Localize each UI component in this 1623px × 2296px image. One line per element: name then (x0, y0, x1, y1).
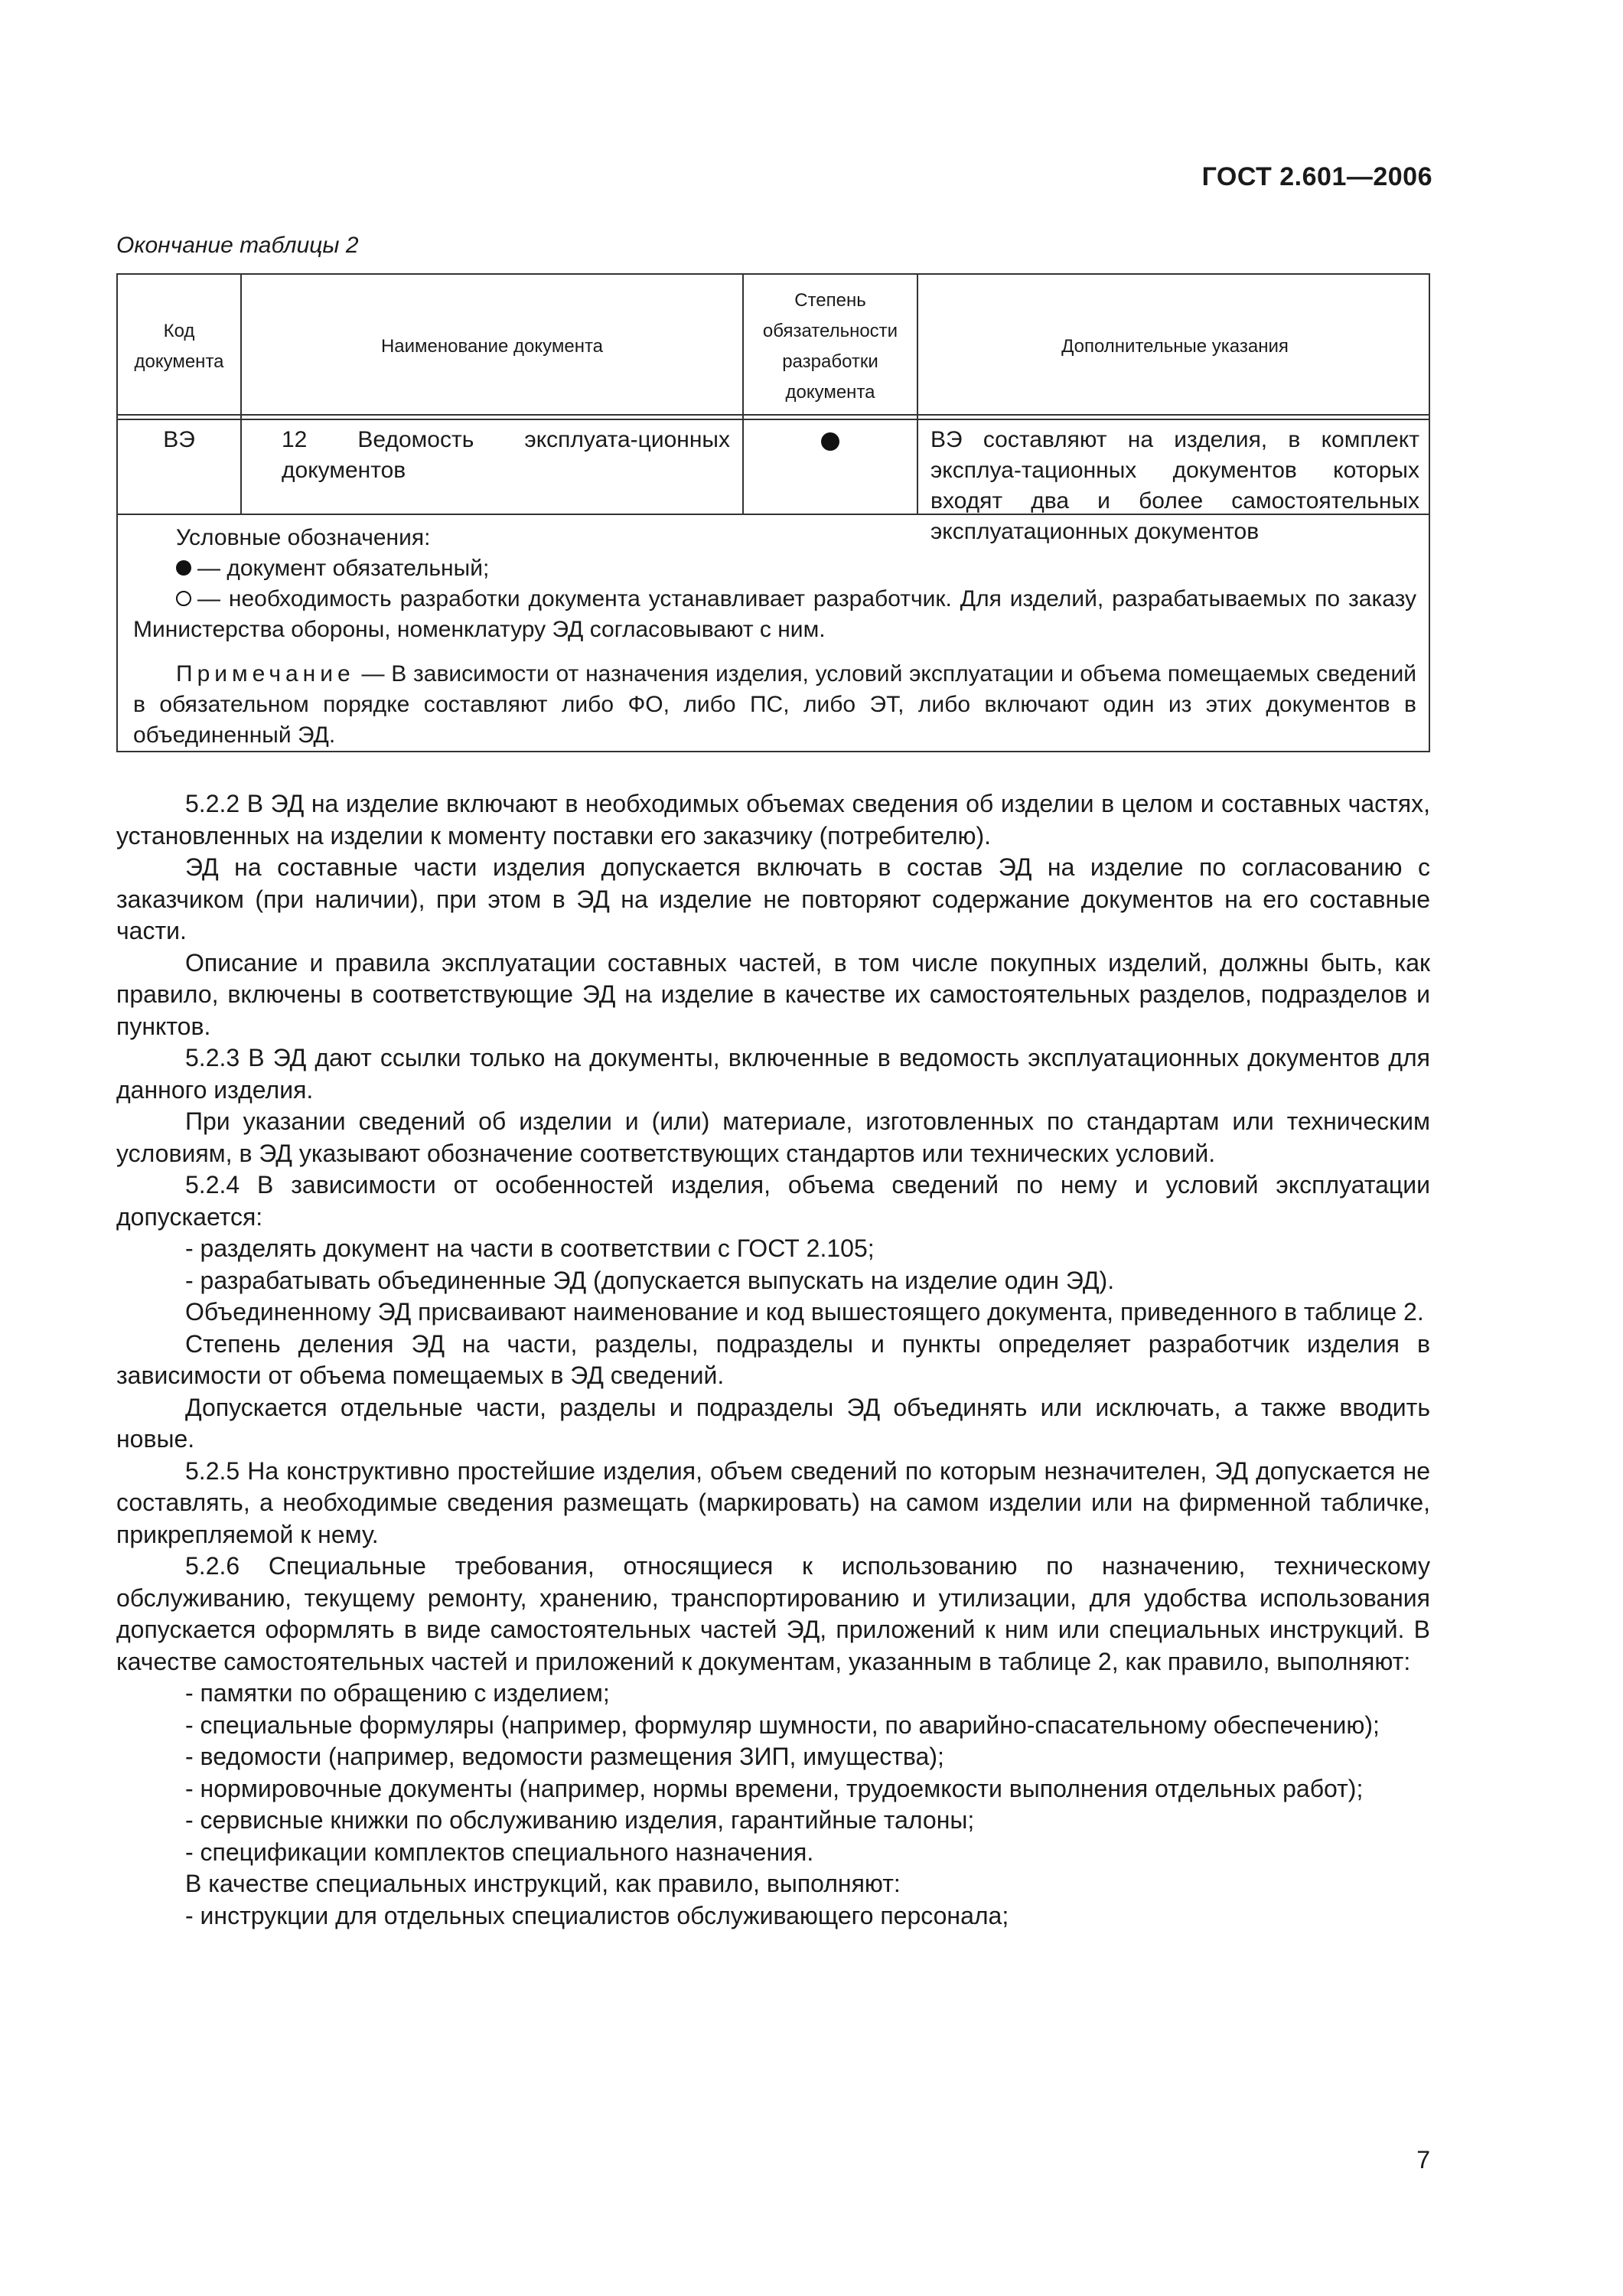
list-item: - сервисные книжки по обслуживанию изделия, гарантийные талоны; (185, 1806, 975, 1834)
table-legend (118, 515, 1429, 752)
paragraph: 5.2.4 В зависимости от особенностей изделия, объема сведений по нему и условий эксплуатации допускается: (116, 1171, 1430, 1231)
table-caption: Окончание таблицы 2 (116, 233, 359, 258)
empty-circle-icon (176, 591, 191, 606)
list-item: - специальные формуляры (например, формуляр шумности, по аварийно-спасательному обеспечению); (185, 1711, 1380, 1739)
note-label: Примечание (176, 661, 355, 687)
note-text: — В зависимости от назначения изделия, условий эксплуатации и объема помещаемых сведений в обязательном порядке составляют либо ФО, либо ПС, либо ЭТ, либо включают один из этих документов в объединенный ЭД. (133, 661, 1416, 748)
legend-filled (133, 553, 1416, 584)
legend-filled-text: — документ обязательный; (197, 556, 490, 581)
paragraph: При указании сведений об изделии и (или) материале, изготовленных по стандартам или техническим условиям, в ЭД указывают обозначение соответствующих стандартов или технических условий. (116, 1107, 1430, 1167)
legend-empty (133, 584, 1416, 645)
paragraph: ЭД на составные части изделия допускается включать в состав ЭД на изделие по согласованию с заказчиком (при наличии), при этом в ЭД на изделие не повторяют содержание документов на его составные части. (116, 853, 1430, 944)
mandatory-dot-icon (821, 432, 839, 451)
paragraph: Описание и правила эксплуатации составных частей, в том числе покупных изделий, должны быть, как правило, включены в соответствующие ЭД на изделие в качестве их самостоятельных разделов, подразделов и пунктов. (116, 948, 1430, 1040)
paragraph: 5.2.5 На конструктивно простейшие изделия, объем сведений по которым незначителен, ЭД допускается не составлять, а необходимые сведения размещать (маркировать) на самом изделии или на фирменной табличке, прикрепляемой к нему. (116, 1456, 1430, 1548)
header-code: Код документа (118, 275, 242, 419)
row-name: 12 Ведомость эксплуата-ционных документов (242, 420, 744, 514)
header-name: Наименование документа (242, 275, 744, 419)
header-degree: Степень обязательности разработки документа (744, 275, 918, 419)
legend-title: Условные обозначения: (176, 525, 431, 550)
header-notes: Дополнительные указания (1061, 336, 1289, 357)
table-header-row (118, 275, 1429, 420)
row-code: ВЭ (118, 420, 242, 514)
list-item: - нормировочные документы (например, нормы времени, трудоемкости выполнения отдельных работ); (185, 1774, 1364, 1802)
paragraph: Допускается отдельные части, разделы и подразделы ЭД объединять или исключать, а также вводить новые. (116, 1393, 1430, 1453)
paragraph: В качестве специальных инструкций, как правило, выполняют: (185, 1870, 901, 1897)
legend-empty-text: — необходимость разработки документа устанавливает разработчик. Для изделий, разрабатываемых по заказу Министерства обороны, номенклатуру ЭД согласовывают с ним. (133, 586, 1416, 642)
paragraph: 5.2.3 В ЭД дают ссылки только на документы, включенные в ведомость эксплуатационных документов для данного изделия. (116, 1044, 1430, 1104)
row-notes: ВЭ составляют на изделия, в комплект эксплуа-тационных документов которых входят два и более самостоятельных эксплуатационных документов (930, 427, 1419, 544)
filled-circle-icon (176, 560, 191, 576)
paragraph: Объединенному ЭД присваивают наименование и код вышестоящего документа, приведенного в таблице 2. (185, 1298, 1424, 1326)
list-item: - ведомости (например, ведомости размещения ЗИП, имущества); (185, 1743, 944, 1770)
page-number: 7 (1416, 2146, 1430, 2174)
list-item: - спецификации комплектов специального назначения. (185, 1838, 814, 1866)
body-text (116, 788, 1430, 1932)
list-item: - памятки по обращению с изделием; (185, 1679, 610, 1707)
standard-designation: ГОСТ 2.601—2006 (1201, 162, 1432, 191)
paragraph: 5.2.6 Специальные требования, относящиеся к использованию по назначению, техническому обслуживанию, текущему ремонту, хранению, транспортированию и утилизации, для удобства использования допускается оформлять в виде самостоятельных частей ЭД, приложений к ним или специальных инструкций. В качестве самостоятельных частей и приложений к документам, указанным в таблице 2, как правило, выполняют: (116, 1552, 1430, 1675)
list-item: - разрабатывать объединенные ЭД (допускается выпускать на изделие один ЭД). (185, 1266, 1115, 1294)
documents-table (116, 273, 1430, 752)
table-note (133, 659, 1416, 751)
list-item: - разделять документ на части в соответствии с ГОСТ 2.105; (185, 1234, 875, 1262)
list-item: - инструкции для отдельных специалистов обслуживающего персонала; (185, 1901, 1009, 1929)
paragraph: Степень деления ЭД на части, разделы, подразделы и пункты определяет разработчик изделия в зависимости от объема помещаемых в ЭД сведений. (116, 1329, 1430, 1389)
paragraph: 5.2.2 В ЭД на изделие включают в необходимых объемах сведения об изделии в целом и составных частях, установленных на изделии к моменту поставки его заказчику (потребителю). (116, 790, 1430, 850)
row-degree (744, 420, 918, 514)
